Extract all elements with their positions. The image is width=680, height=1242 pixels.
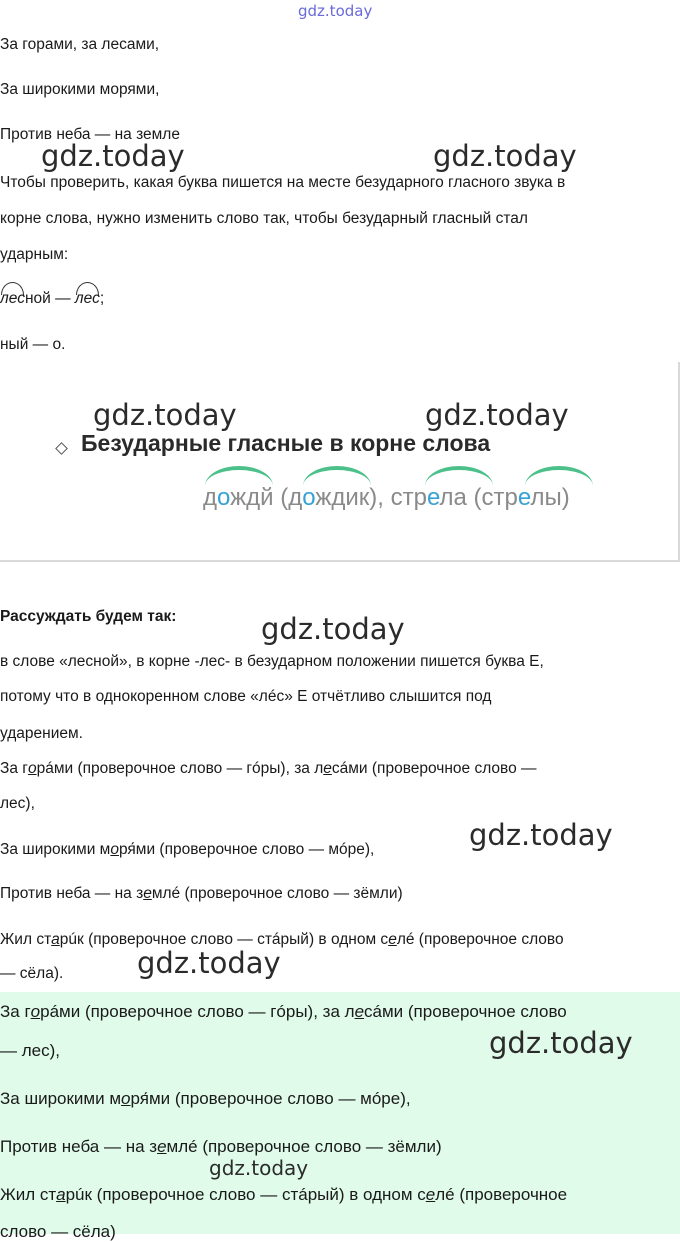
- watermark: gdz.today: [93, 398, 237, 432]
- reasoning-line-1: в слове «лесной», в корне -лес- в безударном положении пишется буква Е,: [0, 653, 544, 670]
- green-line-4b: слово — сёла): [0, 1222, 116, 1241]
- rule-line-1: Чтобы проверить, какая буква пишется на месте безударного гласного звука в: [0, 174, 566, 191]
- root-marker-2: лес: [75, 290, 100, 308]
- poem-line-2: За широкими морями,: [0, 81, 160, 98]
- green-line-4: Жил старúк (проверочное слово — стáрый) в одном селé (проверочное: [0, 1185, 568, 1204]
- answer-line-4b: — сёла).: [0, 965, 64, 982]
- poem-line-3: Против неба — на земле: [0, 126, 180, 143]
- green-line-3: Против неба — на землé (проверочное слово — зёмли): [0, 1137, 442, 1156]
- root-example: лесной — лес;: [0, 290, 104, 308]
- answer-line-3: Против неба — на землé (проверочное слово — зёмли): [0, 885, 403, 902]
- answer-line-2: За широкими моря́ми (проверочное слово — мóре),: [0, 841, 375, 858]
- watermark: gdz.today: [489, 1026, 633, 1060]
- poem-line-1: За горами, за лесами,: [0, 36, 160, 53]
- watermark: gdz.today: [209, 1156, 309, 1180]
- card-title: Безударные гласные в корне слова: [81, 430, 491, 456]
- watermark: gdz.today: [433, 139, 577, 173]
- root-marker-1: лес: [0, 290, 25, 308]
- rule-line-2: корне слова, нужно изменить слово так, чтобы безударный гласный стал: [0, 210, 528, 227]
- answer-line-1b: лес),: [0, 795, 35, 812]
- answer-line-4: Жил старúк (проверочное слово — стáрый) в одном селé (проверочное слово: [0, 931, 564, 948]
- reasoning-heading: Рассуждать будем так:: [0, 608, 177, 625]
- reasoning-line-2: потому что в однокоренном слове «лéс» Е отчётливо слышится под: [0, 688, 492, 705]
- watermark: gdz.today: [41, 139, 185, 173]
- watermark-top: gdz.today: [298, 2, 373, 20]
- reasoning-line-3: ударением.: [0, 725, 83, 742]
- watermark: gdz.today: [137, 946, 281, 980]
- green-line-1b: — лес),: [0, 1041, 60, 1060]
- watermark: gdz.today: [261, 612, 405, 646]
- green-line-1: За горáми (проверочное слово — гóры), за лесáми (проверочное слово: [0, 1002, 567, 1021]
- card-example: дождй (дождик), стрела (стрелы): [203, 484, 570, 511]
- rule-card: [0, 362, 680, 562]
- watermark: gdz.today: [425, 398, 569, 432]
- green-line-2: За широкими моря́ми (проверочное слово — мóре),: [0, 1089, 411, 1108]
- watermark: gdz.today: [469, 818, 613, 852]
- rule-line-3: ударным:: [0, 246, 69, 263]
- answer-line-1: За горáми (проверочное слово — гóры), за лесáми (проверочное слово —: [0, 760, 537, 777]
- ending-line: ный — о.: [0, 336, 66, 353]
